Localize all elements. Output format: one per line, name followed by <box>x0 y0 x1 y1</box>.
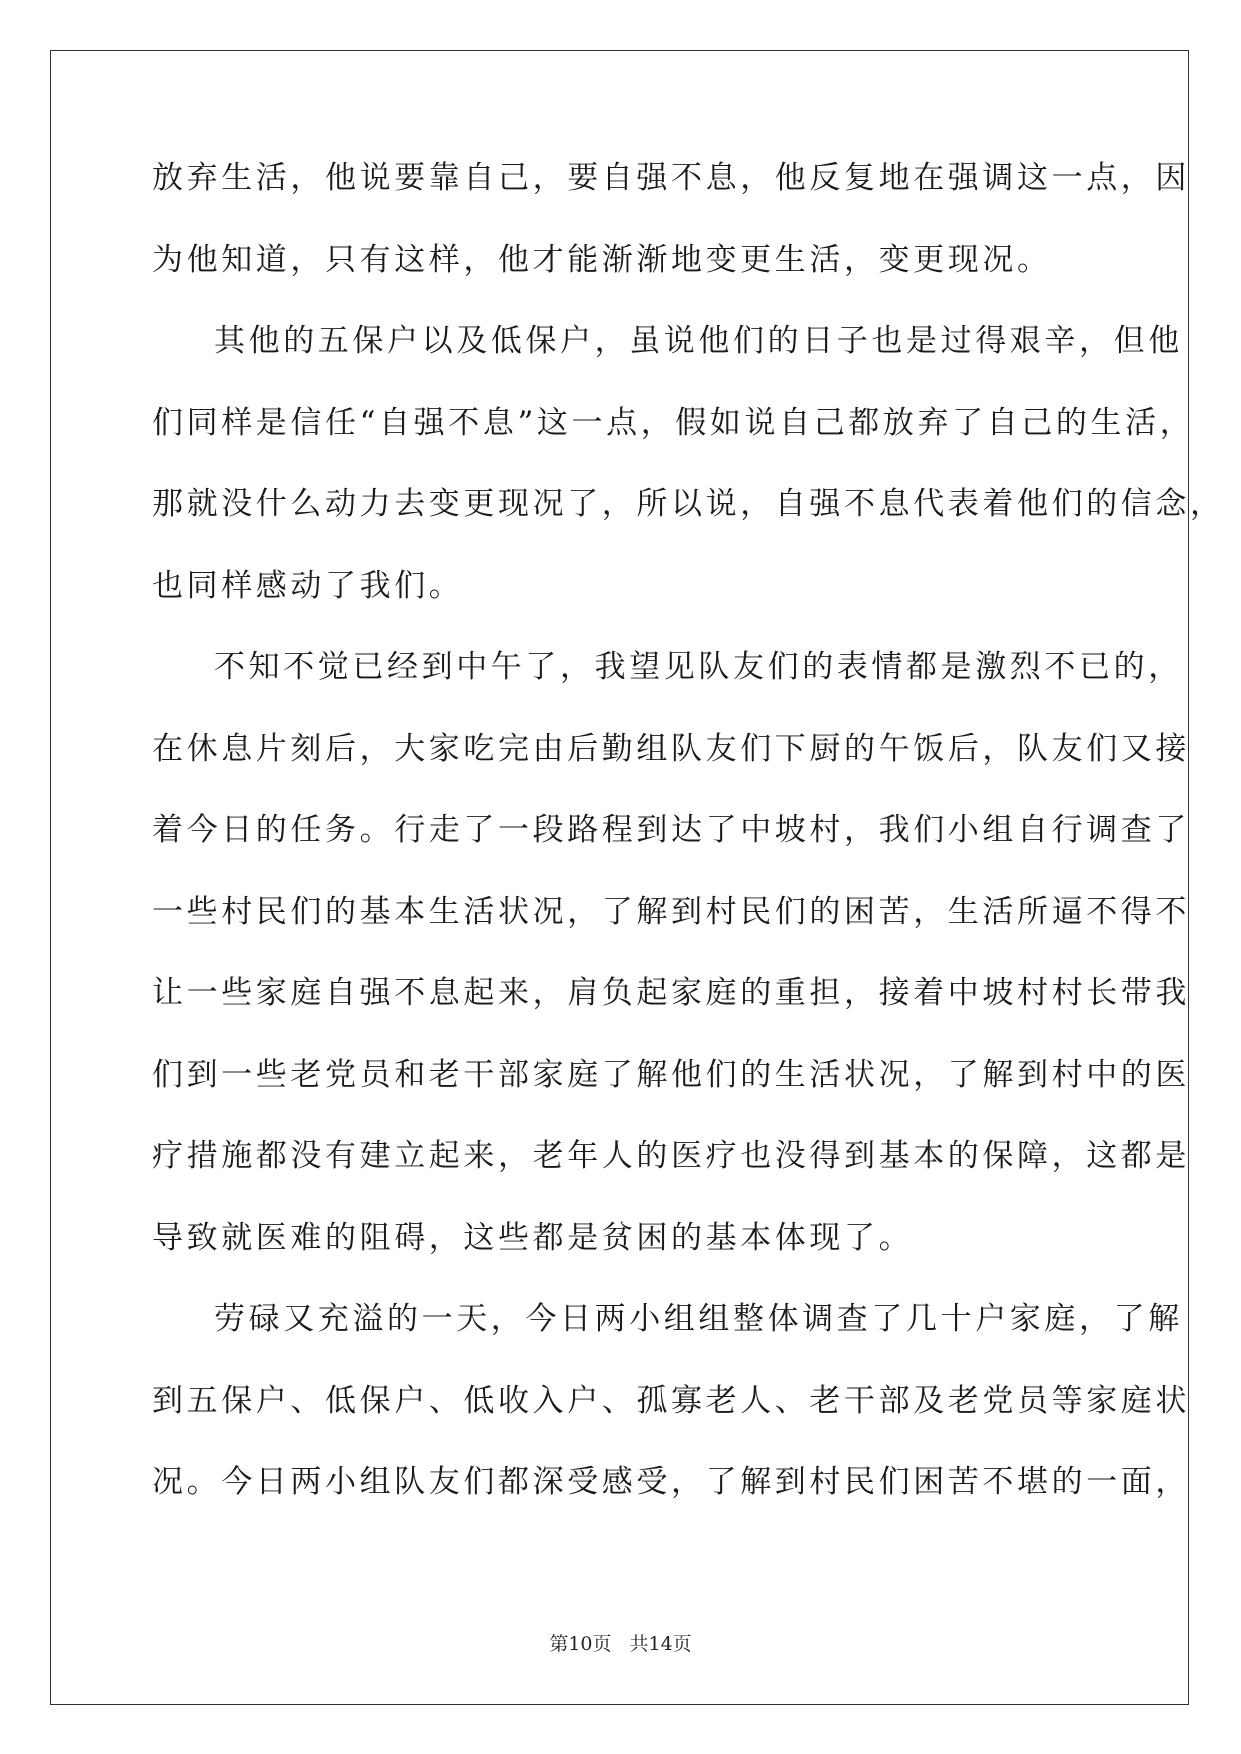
page-footer <box>0 1632 1241 1656</box>
text-line: 们同样是信任“自强不息”这一点，假如说自己都放弃了自己的生活， <box>152 404 1195 441</box>
text-line: 疗措施都没有建立起来，老年人的医疗也没得到基本的保障，这都是 <box>152 1138 1190 1174</box>
text-line: 不知不觉已经到中午了，我望见队友们的表情都是激烈不已的， <box>214 649 1183 685</box>
text-line: 其他的五保户以及低保户，虽说他们的日子也是过得艰辛，但他 <box>214 323 1183 359</box>
paragraph <box>152 155 1190 318</box>
text-line: 导致就医难的阻碍，这些都是贫困的基本体现了。 <box>152 1219 914 1256</box>
text-line: 们到一些老党员和老干部家庭了解他们的生活状况，了解到村中的医 <box>152 1056 1190 1093</box>
text-line: 那就没什么动力去变更现况了，所以说，自强不息代表着他们的信念， <box>152 486 1225 522</box>
page-number: 第10页 <box>549 1633 612 1655</box>
text-line: 放弃生活，他说要靠自己，要自强不息，他反复地在强调这一点，因 <box>152 160 1190 196</box>
text-line: 一些村民们的基本生活状况，了解到村民们的困苦，生活所逼不得不 <box>152 893 1190 930</box>
text-line: 让一些家庭自强不息起来，肩负起家庭的重担，接着中坡村村长带我 <box>152 975 1190 1011</box>
paragraph <box>152 318 1225 644</box>
document-body <box>152 155 1225 1541</box>
paragraph <box>152 1296 1190 1541</box>
text-line: 劳碌又充溢的一天，今日两小组组整体调查了几十户家庭，了解 <box>214 1301 1183 1337</box>
text-line: 为他知道，只有这样，他才能渐渐地变更生活，变更现况。 <box>152 241 1052 278</box>
paragraph <box>152 644 1190 1296</box>
text-line: 也同样感动了我们。 <box>152 567 464 604</box>
page-total: 共14页 <box>629 1633 692 1655</box>
text-line: 到五保户、低保户、低收入户、孤寡老人、老干部及老党员等家庭状 <box>152 1382 1190 1419</box>
text-line: 况。今日两小组队友们都深受感受，了解到村民们困苦不堪的一面， <box>152 1464 1190 1500</box>
text-line: 着今日的任务。行走了一段路程到达了中坡村，我们小组自行调查了 <box>152 812 1190 848</box>
text-line: 在休息片刻后，大家吃完由后勤组队友们下厨的午饭后，队友们又接 <box>152 730 1190 767</box>
